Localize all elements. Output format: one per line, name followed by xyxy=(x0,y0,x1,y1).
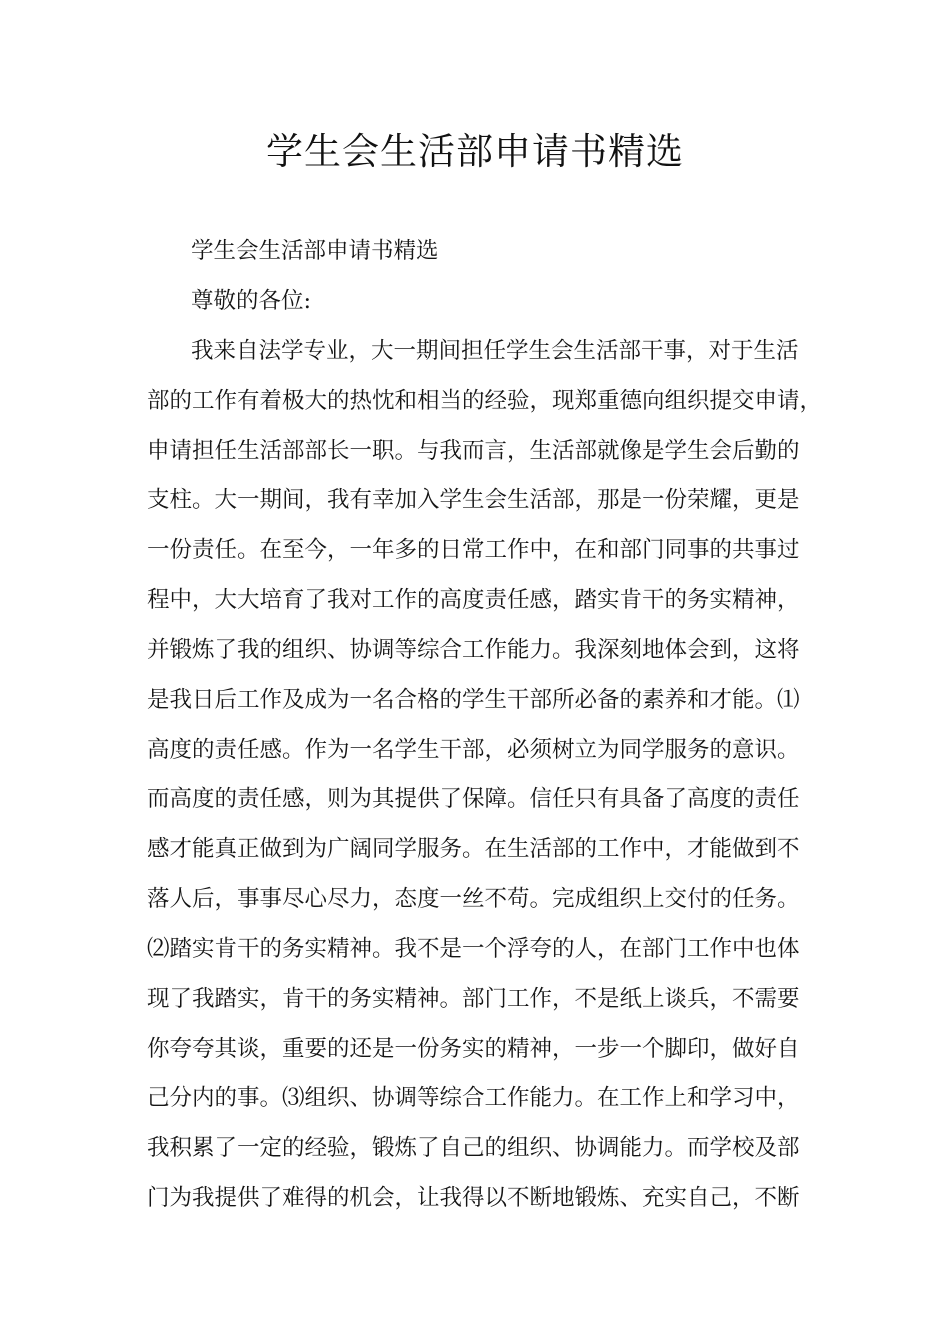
body-line: 我来自法学专业，大一期间担任学生会生活部干事，对于生活 xyxy=(191,338,799,364)
body-line: 部的工作有着极大的热忱和相当的经验，现郑重德向组织提交申请， xyxy=(147,388,823,414)
body-line: 落人后，事事尽心尽力，态度一丝不苟。完成组织上交付的任务。 xyxy=(147,886,800,912)
body-line: 我积累了一定的经验，锻炼了自己的组织、协调能力。而学校及部 xyxy=(147,1135,800,1161)
body-line: 感才能真正做到为广阔同学服务。在生活部的工作中，才能做到不 xyxy=(147,836,800,862)
body-line: 高度的责任感。作为一名学生干部，必须树立为同学服务的意识。 xyxy=(147,737,800,763)
body-line: 你夸夸其谈，重要的还是一份务实的精神，一步一个脚印，做好自 xyxy=(147,1036,800,1062)
body-line: 程中，大大培育了我对工作的高度责任感，踏实肯干的务实精神， xyxy=(147,587,800,613)
body-line: 一份责任。在至今，一年多的日常工作中，在和部门同事的共事过 xyxy=(147,537,800,563)
salutation: 尊敬的各位: xyxy=(191,288,312,314)
body-line: 己分内的事。⑶组织、协调等综合工作能力。在工作上和学习中， xyxy=(147,1085,800,1111)
document-subtitle: 学生会生活部申请书精选 xyxy=(191,238,439,264)
body-line: ⑵踏实肯干的务实精神。我不是一个浮夸的人，在部门工作中也体 xyxy=(147,936,800,962)
body-line: 是我日后工作及成为一名合格的学生干部所必备的素养和才能。⑴ xyxy=(147,687,800,713)
body-line: 申请担任生活部部长一职。与我而言，生活部就像是学生会后勤的 xyxy=(147,438,800,464)
body-line: 支柱。大一期间，我有幸加入学生会生活部，那是一份荣耀，更是 xyxy=(147,487,800,513)
body-line: 现了我踏实，肯干的务实精神。部门工作，不是纸上谈兵，不需要 xyxy=(147,986,800,1012)
document-title: 学生会生活部申请书精选 xyxy=(266,130,684,173)
body-line: 而高度的责任感，则为其提供了保障。信任只有具备了高度的责任 xyxy=(147,786,800,812)
body-line: 并锻炼了我的组织、协调等综合工作能力。我深刻地体会到，这将 xyxy=(147,637,800,663)
body-line: 门为我提供了难得的机会，让我得以不断地锻炼、充实自己，不断 xyxy=(147,1185,800,1211)
